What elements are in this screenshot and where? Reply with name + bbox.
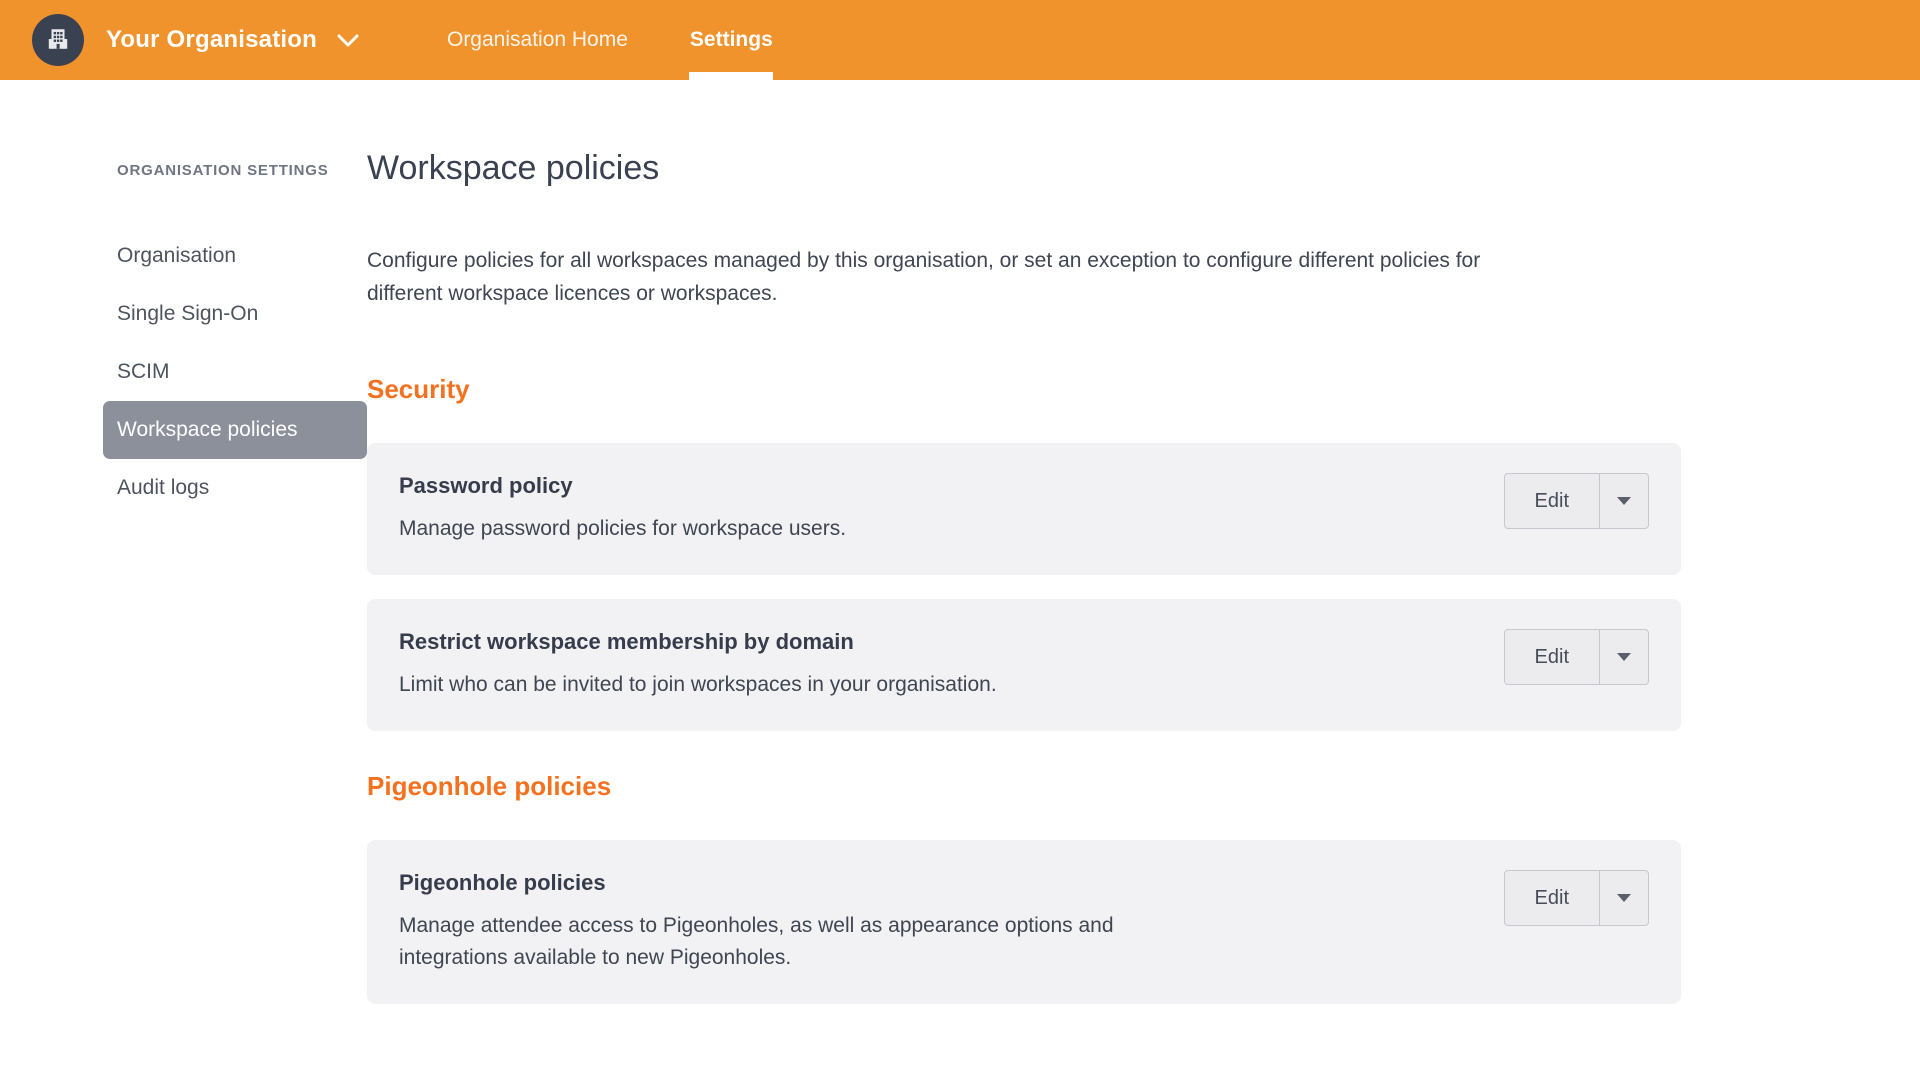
edit-split-button	[1504, 629, 1649, 685]
policy-card-text	[399, 473, 846, 545]
chevron-down-icon	[337, 34, 359, 47]
building-icon	[45, 26, 71, 55]
page-body	[0, 80, 1920, 1028]
caret-down-icon	[1617, 497, 1631, 505]
main-content	[367, 80, 1681, 1028]
edit-dropdown-button[interactable]	[1599, 870, 1649, 926]
section-heading-pigeonhole-policies: Pigeonhole policies	[367, 771, 612, 801]
edit-button[interactable]: Edit	[1504, 473, 1600, 529]
policy-card-description: Manage password policies for workspace users.	[399, 517, 847, 540]
edit-dropdown-button[interactable]	[1599, 473, 1649, 529]
sidebar-item-workspace-policies[interactable]: Workspace policies	[103, 401, 367, 459]
page-title: Workspace policies	[367, 149, 660, 187]
edit-split-button	[1504, 870, 1649, 926]
edit-button[interactable]: Edit	[1504, 870, 1600, 926]
sidebar-item-single-sign-on[interactable]: Single Sign-On	[103, 285, 367, 343]
policy-card-text	[399, 870, 1199, 974]
caret-down-icon	[1617, 894, 1631, 902]
organisation-avatar	[32, 14, 84, 66]
policy-card-password-policy	[367, 443, 1681, 575]
edit-split-button	[1504, 473, 1649, 529]
tab-settings[interactable]: Settings	[688, 0, 775, 80]
caret-down-icon	[1617, 653, 1631, 661]
organisation-name: Your Organisation	[106, 26, 317, 53]
sidebar-nav	[117, 227, 367, 517]
policy-card-title: Pigeonhole policies	[399, 870, 606, 895]
section-pigeonhole-policies	[367, 771, 1681, 1004]
policy-sections	[367, 374, 1681, 1004]
header-nav	[445, 0, 775, 80]
section-security	[367, 374, 1681, 731]
policy-card-restrict-workspace-membership-by-domain	[367, 599, 1681, 731]
page-description: Configure policies for all workspaces managed by this organisation, or set an exception to configure different policies for different workspace licences or workspaces.	[367, 249, 1481, 305]
edit-button[interactable]: Edit	[1504, 629, 1600, 685]
policy-card-description: Limit who can be invited to join workspaces in your organisation.	[399, 673, 997, 696]
organisation-selector[interactable]	[32, 14, 359, 66]
top-bar	[0, 0, 1920, 80]
policy-card-title: Restrict workspace membership by domain	[399, 629, 854, 654]
policy-card-description: Manage attendee access to Pigeonholes, as well as appearance options and integrations available to new Pigeonholes.	[399, 914, 1114, 969]
tab-organisation-home[interactable]: Organisation Home	[445, 0, 630, 80]
sidebar-heading: ORGANISATION SETTINGS	[117, 162, 329, 179]
sidebar-item-audit-logs[interactable]: Audit logs	[103, 459, 367, 517]
settings-sidebar	[0, 80, 367, 517]
policy-card-title: Password policy	[399, 473, 573, 498]
edit-dropdown-button[interactable]	[1599, 629, 1649, 685]
sidebar-item-scim[interactable]: SCIM	[103, 343, 367, 401]
policy-card-pigeonhole-policies	[367, 840, 1681, 1004]
policy-card-text	[399, 629, 997, 701]
section-heading-security: Security	[367, 374, 470, 404]
sidebar-item-organisation[interactable]: Organisation	[103, 227, 367, 285]
